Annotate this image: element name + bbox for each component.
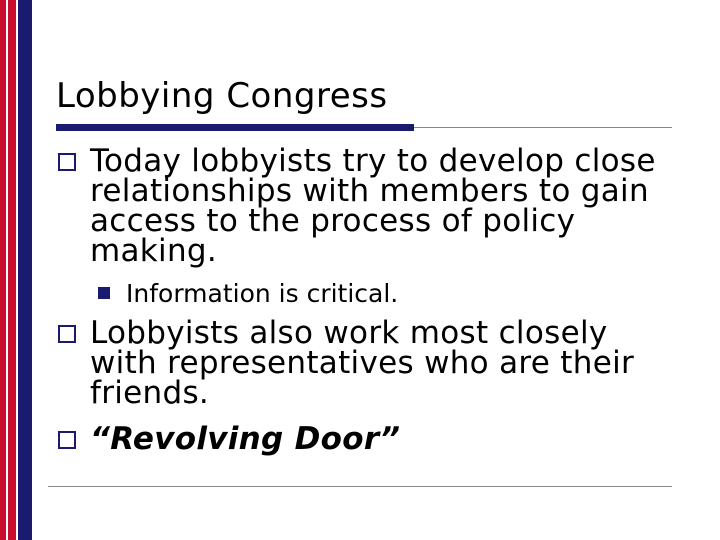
bullet-item [56, 143, 676, 269]
filled-square-bullet-icon [98, 287, 110, 299]
hollow-square-bullet-icon [58, 153, 76, 171]
sub-bullet-text: Information is critical. [126, 279, 399, 308]
left-stripe-navy [18, 0, 32, 540]
bullet-item [56, 315, 676, 411]
footer-divider-line [48, 486, 672, 487]
sub-bullet-item [98, 280, 398, 308]
bullet-text-emphasis: “Revolving Door” [90, 421, 401, 457]
bullet-text: Today lobbyists try to develop close relationships with members to gain access to the process of policy making. [90, 143, 656, 269]
title-divider-line [414, 127, 672, 128]
bullet-text: Lobbyists also work most closely with representatives who are their friends. [90, 315, 635, 411]
left-stripe-red-inner [8, 0, 16, 540]
slide-title: Lobbying Congress [56, 76, 388, 116]
hollow-square-bullet-icon [58, 431, 76, 449]
bullet-item [56, 421, 676, 457]
hollow-square-bullet-icon [58, 325, 76, 343]
title-underline-bar [56, 124, 414, 131]
